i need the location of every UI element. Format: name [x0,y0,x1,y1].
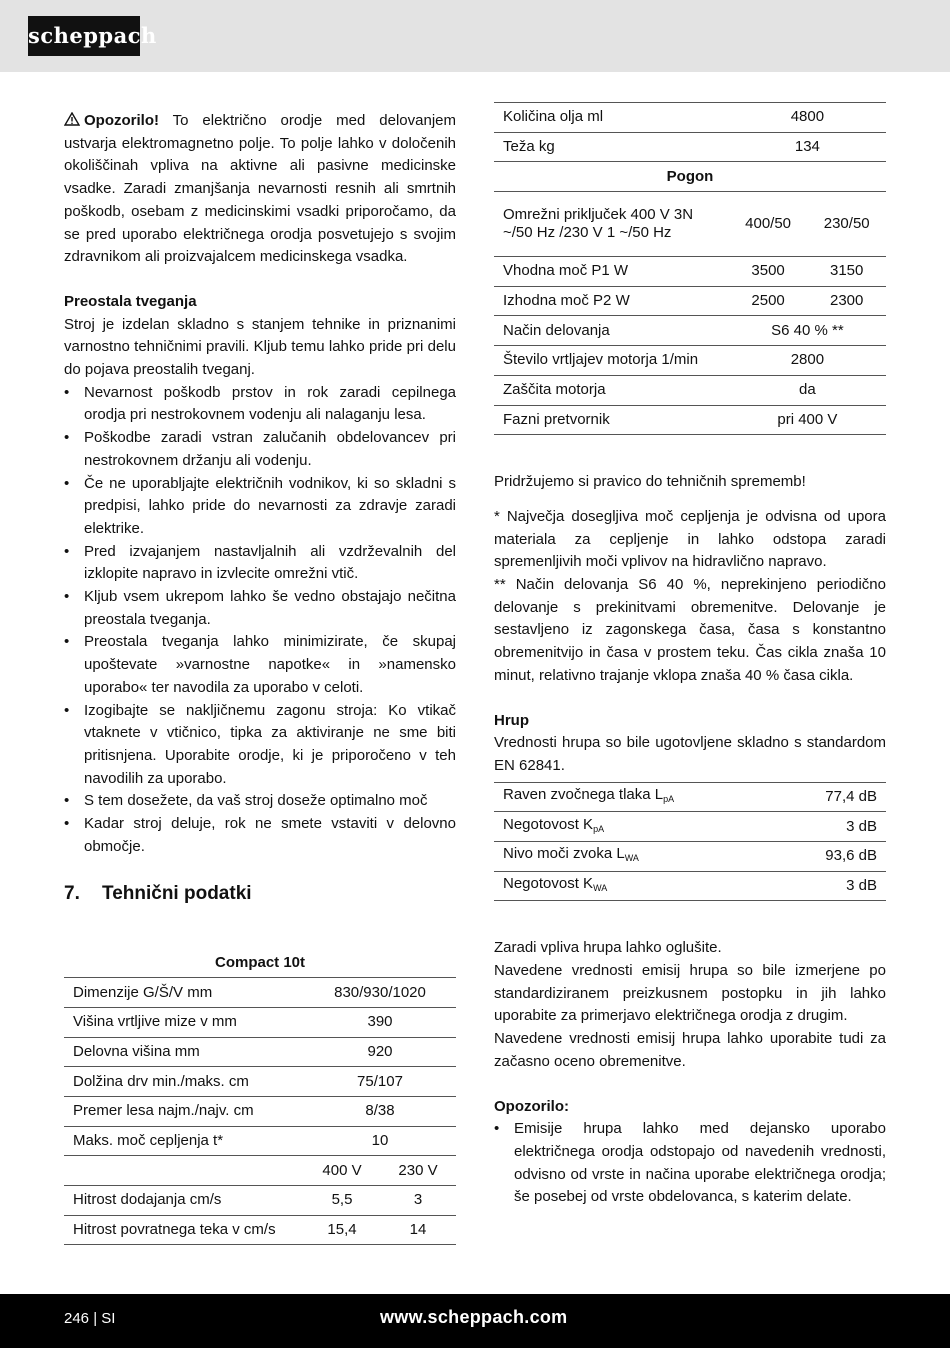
noise-text-2: Navedene vrednosti emisij hrupa so bile izmerjene po standardiziranem preizkusnem postopku in jih lahko uporabite za primerjavo električnega orodja z drugim. [494,962,886,1025]
noise-table [494,782,886,902]
cell-value: S6 40 % ** [729,316,886,346]
cell-value: 2800 [729,346,886,376]
cell-value: 77,4 dB [780,782,886,812]
cell-subscript: WA [624,853,639,864]
table-row [494,842,886,872]
warning-text: To električno orodje med delovanjem ustvarja elektromagnetno polje. To polje lahko v določenih okoliščinah vpliva na aktivne ali pasivne medicinske vsadke. Zaradi zmanjšanja nevarnosti resnih ali smrtnih poškodb, osebam z medicinskimi vsadki priporočamo, da se pred uporabo električnega orodja posvetujejo s svojim zdravnikom ali proizvajalcem medicinskega vsadka. [64,112,456,266]
cell-label: Maks. moč cepljenja t* [64,1126,304,1156]
table-row [64,1186,456,1216]
page-number: 246 | SI [64,1310,116,1327]
warning2-heading: Opozorilo: [494,1097,569,1115]
table-row [494,316,886,346]
cell-label: Negotovost K [503,875,594,893]
footnote-1: * Največja dosegljiva moč cepljenja je odvisna od upora materiala za cepljenje in lahko odstopa zaradi spremenljivih moči vplivov na hidravlično napravo. [494,507,886,571]
cell-label: Število vrtljajev motorja 1/min [494,346,729,376]
cell-label: Izhodna moč P2 W [494,286,729,316]
cell-header: 400 V [304,1156,380,1186]
cell-label: Hitrost dodajanja cm/s [64,1186,304,1216]
reserve-note: Pridržujemo si pravico do tehničnih sprememb! [494,473,806,491]
table-row [64,1215,456,1245]
noise-text-1: Zaradi vpliva hrupa lahko oglušite. [494,939,722,957]
cell-value: 3500 [729,257,808,287]
table-row [494,132,886,162]
list-item: • Poškodbe zaradi vstran zalučanih obdelovancev pri nestrokovnem držanju ali vodenju. [64,427,456,472]
cell-label: Raven zvočnega tlaka L [503,785,664,803]
scheppach-logo: scheppach [28,16,140,56]
table-row [64,1096,456,1126]
cell-value: 3 dB [780,871,886,901]
cell-value: 93,6 dB [780,842,886,872]
section-title: Tehnični podatki [102,882,252,904]
cell-value: 830/930/1020 [304,978,456,1008]
cell-value: 920 [304,1037,456,1067]
table-row [494,103,886,133]
cell-label: Hitrost povratnega teka v cm/s [64,1215,304,1245]
drive-heading: Pogon [494,162,886,192]
list-item: • Nevarnost poškodb prstov in rok zaradi cepilnega orodja pri nestrokovnem vodenju ali nalaganju lesa. [64,382,456,427]
warning-icon [64,111,80,125]
cell-value: 8/38 [304,1096,456,1126]
header-bar [0,0,950,72]
cell-value: 4800 [729,103,886,133]
cell-label: Fazni pretvornik [494,405,729,435]
tech-data-table [64,949,456,1246]
cell-label: Negotovost K [503,815,594,833]
cell-value: 230/50 [807,192,886,257]
list-item: • Emisije hrupa lahko med dejansko uporabo električnega orodja odstopajo od navedenih vrednosti, odvisno od vrste in načina uporabe električnega orodja; še posebej od vrste obdelovanca, s katerim delate. [494,1118,886,1209]
cell-label: Omrežni priključek 400 V 3N ~/50 Hz /230 V 1 ~/50 Hz [494,192,729,257]
table-row [64,1007,456,1037]
table-row [494,162,886,192]
section-heading [64,881,456,907]
cell-value: 400/50 [729,192,808,257]
cell-header: 230 V [380,1156,456,1186]
cell-label: Delovna višina mm [64,1037,304,1067]
risks-intro: Stroj je izdelan skladno s stanjem tehnike in priznanimi varnostno tehničnimi pravili. Kljub temu lahko pride pri delu do pojava preostalih tveganj. [64,315,456,379]
warning-label: Opozorilo! [84,112,159,129]
table-row [494,192,886,257]
list-item: • Če ne uporabljajte električnih vodnikov, ki so skladni s predpisi, lahko pride do nevarnosti za zdravje zaradi elektrike. [64,473,456,541]
cell-label: Zaščita motorja [494,375,729,405]
list-item: • Izogibajte se nakljičnemu zagonu stroja: Ko vtikač vtaknete v vtičnico, tipka za aktiviranje ne sme biti pritisnjena. Uporabite orodje, ki je priporočeno v teh navodilih za uporabo. [64,700,456,791]
cell-empty [64,1156,304,1186]
tech-data-table-continued [494,102,886,435]
noise-intro: Vrednosti hrupa so bile ugotovljene skladno s standardom EN 62841. [494,734,886,774]
risks-list [64,382,456,859]
cell-value: 15,4 [304,1215,380,1245]
cell-label: Teža kg [494,132,729,162]
cell-label: Količina olja ml [494,103,729,133]
table-row [494,405,886,435]
cell-subscript: pA [663,793,675,804]
noise-text-3: Navedene vrednosti emisij hrupa lahko uporabite tudi za začasno oceno obremenitve. [494,1030,886,1070]
cell-label: Višina vrtljive mize v mm [64,1007,304,1037]
noise-heading: Hrup [494,711,529,729]
table-row [494,257,886,287]
cell-label: Premer lesa najm./najv. cm [64,1096,304,1126]
cell-label: Dimenzije G/Š/V mm [64,978,304,1008]
list-item: • Preostala tveganja lahko minimizirate, če skupaj upoštevate »varnostne napotke« in »namensko uporabo« ter navodila za uporabo v celoti. [64,631,456,699]
cell-value: 134 [729,132,886,162]
footer-url[interactable]: www.scheppach.com [380,1307,568,1327]
table-row [494,375,886,405]
table-title: Compact 10t [64,949,456,978]
cell-value: 3 [380,1186,456,1216]
emf-warning [64,110,456,269]
list-item: • Pred izvajanjem nastavljalnih ali vzdrževalnih del izklopite napravo in izvlecite omrežni vtič. [64,541,456,586]
cell-value: 14 [380,1215,456,1245]
cell-value: 2300 [807,286,886,316]
risks-heading: Preostala tveganja [64,292,197,310]
table-row [64,1126,456,1156]
table-row [64,978,456,1008]
table-row [494,812,886,842]
table-row [64,1156,456,1186]
cell-value: 75/107 [304,1067,456,1097]
cell-value: 2500 [729,286,808,316]
footer-bar [0,1294,950,1348]
cell-value: 10 [304,1126,456,1156]
table-row [494,871,886,901]
cell-label: Vhodna moč P1 W [494,257,729,287]
list-item: • Kljub vsem ukrepom lahko še vedno obstajajo nečitna preostala tveganja. [64,586,456,631]
table-row [64,1037,456,1067]
cell-value: 3 dB [780,812,886,842]
list-item: • Kadar stroj deluje, rok ne smete vstaviti v delovno območje. [64,813,456,858]
section-number: 7. [64,882,80,904]
cell-value: 390 [304,1007,456,1037]
table-row [494,782,886,812]
cell-value: pri 400 V [729,405,886,435]
cell-label: Nivo moči zvoka L [503,845,625,863]
cell-value: 5,5 [304,1186,380,1216]
list-item: • S tem dosežete, da vaš stroj doseže optimalno moč [64,790,456,813]
cell-label: Dolžina drv min./maks. cm [64,1067,304,1097]
warning2-list [494,1118,886,1209]
table-row [64,1067,456,1097]
cell-subscript: pA [593,823,605,834]
table-row [494,346,886,376]
footnote-2: ** Način delovanja S6 40 %, neprekinjeno periodično delovanje s prekinitvami obremenitve. Delovanje je sestavljeno iz zagonskega časa, časa s konstantno obremenitvijo in časa v prostem teku. Čas cikla znaša 10 minut, relativno trajanje vklopa znaša 40 % časa cikla. [494,576,886,684]
table-row [494,286,886,316]
cell-label: Način delovanja [494,316,729,346]
cell-value: 3150 [807,257,886,287]
left-column [64,110,456,1245]
cell-value: da [729,375,886,405]
cell-subscript: WA [593,883,608,894]
right-column [494,102,886,1209]
